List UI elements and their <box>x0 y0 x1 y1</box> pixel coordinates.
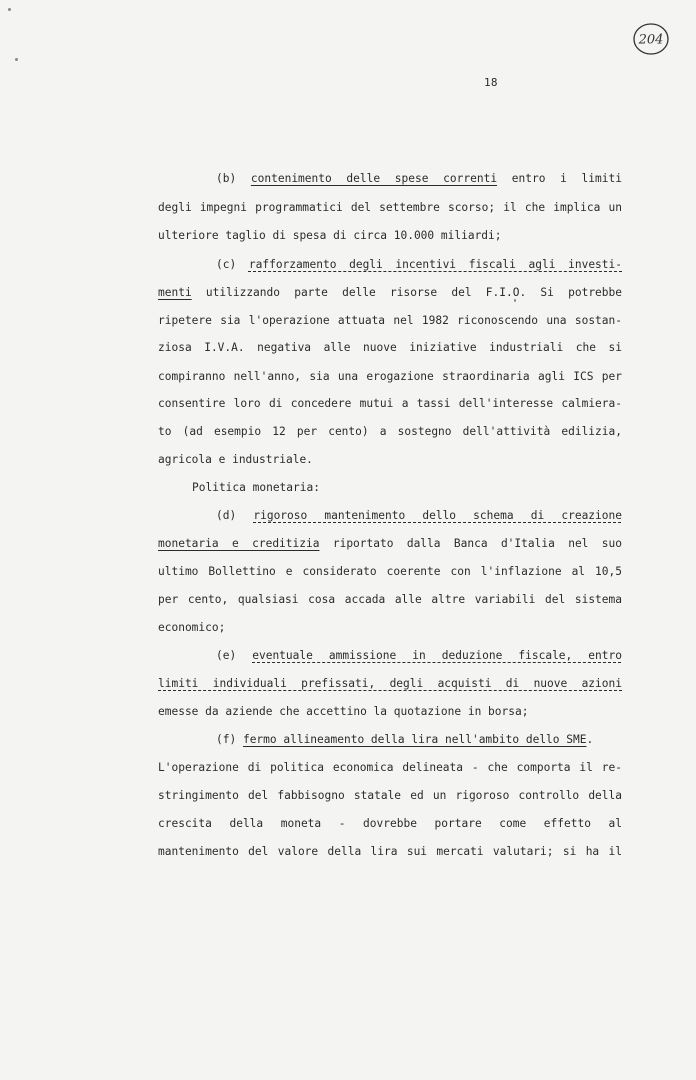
text-line-1: (b) contenimento delle spese correnti entro i limiti <box>216 172 622 185</box>
stamp-circle-icon <box>631 20 671 58</box>
text-line-6: ripetere sia l'operazione attuata nel 1982 riconoscendo una sostan- <box>158 314 622 327</box>
text-line-24: crescita della moneta - dovrebbe portare come effetto al <box>158 817 622 830</box>
text-line-3: ulteriore taglio di spesa di circa 10.000 miliardi; <box>158 229 502 242</box>
text-line-13: (d) rigoroso mantenimento dello schema di creazione <box>216 509 622 522</box>
page-stamp <box>631 20 671 58</box>
text-line-15: ultimo Bollettino e considerato coerente con l'inflazione al 10,5 <box>158 565 622 578</box>
text-line-7: ziosa I.V.A. negativa alle nuove iniziative industriali che si <box>158 341 622 354</box>
text-line-16: per cento, qualsiasi cosa accada alle altre variabili del sistema <box>158 593 622 606</box>
text-line-8: compiranno nell'anno, sia una erogazione straordinaria agli ICS per <box>158 370 622 383</box>
page-number: 18 <box>484 76 498 89</box>
text-line-23: stringimento del fabbisogno statale ed un rigoroso controllo della <box>158 789 622 802</box>
text-line-19: limiti individuali prefissati, degli acquisti di nuove azioni <box>158 677 622 690</box>
section-heading-politica-monetaria: Politica monetaria: <box>192 481 320 494</box>
text-line-14: monetaria e creditizia riportato dalla Banca d'Italia nel suo <box>158 537 622 550</box>
text-line-9: consentire loro di concedere mutui a tassi dell'interesse calmiera- <box>158 397 622 410</box>
text-line-5: menti utilizzando parte delle risorse del F.I.O. Si potrebbe <box>158 286 622 299</box>
text-line-10: to (ad esempio 12 per cento) a sostegno dell'attività edilizia, <box>158 425 622 438</box>
text-line-18: (e) eventuale ammissione in deduzione fiscale, entro <box>216 649 622 662</box>
text-line-2: degli impegni programmatici del settembre scorso; il che implica un <box>158 201 622 214</box>
text-line-11: agricola e industriale. <box>158 453 313 466</box>
scan-speck <box>15 58 18 61</box>
text-line-20: emesse da aziende che accettino la quotazione in borsa; <box>158 705 529 718</box>
text-line-22: L'operazione di politica economica delineata - che comporta il re- <box>158 761 622 774</box>
scan-speck <box>514 299 516 302</box>
stamp-number: 204 <box>638 32 664 48</box>
text-line-25: mantenimento del valore della lira sui mercati valutari; si ha il <box>158 845 622 858</box>
text-line-17: economico; <box>158 621 226 634</box>
text-line-4: (c) rafforzamento degli incentivi fiscali agli investi- <box>216 258 622 271</box>
text-line-21: (f) fermo allineamento della lira nell'ambito dello SME. <box>216 733 594 746</box>
scan-speck <box>8 8 11 11</box>
